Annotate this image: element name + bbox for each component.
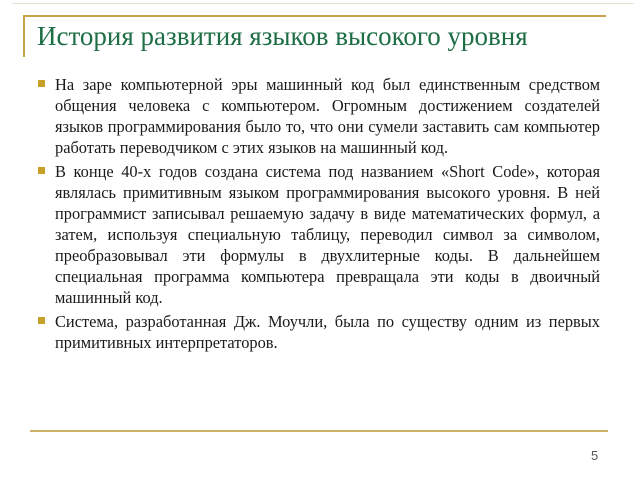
bullet-item — [38, 311, 600, 353]
bullet-text: На заре компьютерной эры машинный код был единственным средством общения человека с компьютером. Огромным достижением создателей языков программирования было то, что они сумели заставить сам компьютер работать переводчиком с этих языков на машинный код. — [55, 75, 600, 157]
bullet-text: В конце 40-х годов создана система под названием «Short Code», которая являлась примитивным языком программирования высокого уровня. В ней программист записывал решаемую задачу в виде математических формул, а затем, используя специальную таблицу, переводил символ за символом, преобразовывал эти формулы в двухлитерные коды. В дальнейшем специальная программа компьютера превращала эти коды в двоичный машинный код. — [55, 162, 600, 307]
bullet-item — [38, 161, 600, 308]
bullet-text: Система, разработанная Дж. Моучли, была по существу одним из первых примитивных интерпретаторов. — [55, 312, 600, 352]
bullet-square-icon — [38, 167, 45, 174]
bottom-rule — [30, 430, 608, 432]
bullet-list — [38, 74, 600, 356]
slide-title: История развития языков высокого уровня — [37, 21, 528, 51]
bullet-square-icon — [38, 80, 45, 87]
bullet-square-icon — [38, 317, 45, 324]
bullet-item — [38, 74, 600, 158]
page-number: 5 — [591, 448, 599, 463]
faint-top-rule — [12, 3, 634, 4]
